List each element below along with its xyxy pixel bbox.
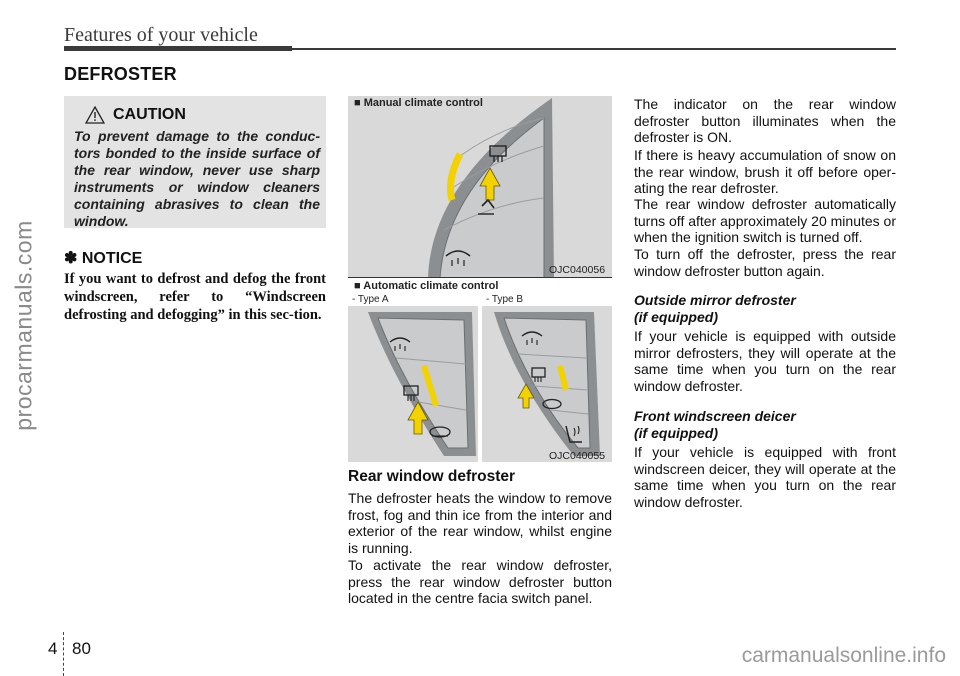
mirror-heading-line1: Outside mirror defroster	[634, 292, 796, 308]
deicer-heading-line1: Front windscreen deicer	[634, 408, 796, 424]
type-b-label: - Type B	[486, 294, 524, 305]
manual-climate-label: ■ Manual climate control	[354, 97, 483, 109]
caution-text: To prevent damage to the conduc-tors bonded to the inside surface of the rear window, never use sharp instruments or window cleaners containing abrasives to clean the window.	[74, 128, 320, 229]
rear-defroster-p1: The defroster heats the window to remove frost, fog and thin ice from the interior and exterior of the rear window, whilst engine is running.	[348, 490, 612, 556]
chapter-number: 4	[48, 639, 58, 658]
caution-header	[85, 106, 186, 124]
type-b-switch	[482, 306, 612, 462]
auto-off-paragraph: The rear window defroster automatically turns off after approximately 20 minutes or when the ignition switch is turned off.	[634, 196, 896, 245]
deicer-heading	[634, 408, 796, 441]
page-number: 80	[72, 639, 91, 658]
header-bar	[64, 46, 292, 51]
turn-off-paragraph: To turn off the defroster, press the rear window defroster button again.	[634, 246, 896, 279]
watermark-left: procarmanuals.com	[10, 220, 37, 431]
rear-defroster-heading: Rear window defroster	[348, 468, 516, 485]
deicer-text: If your vehicle is equipped with front windscreen deicer, they will operate at the same time when you turn on the rear window defroster.	[634, 444, 896, 510]
watermark-bottom: carmanualsonline.info	[741, 644, 946, 667]
type-a-switch	[348, 306, 478, 462]
manual-figure-code: OJC040056	[549, 264, 606, 276]
snow-paragraph: If there is heavy accumulation of snow on the rear window, brush it off before oper-ating the rear defroster.	[634, 147, 896, 196]
type-a-label: - Type A	[352, 294, 389, 305]
figure-divider	[348, 277, 612, 278]
deicer-heading-line2: (if equipped)	[634, 424, 718, 441]
auto-figure-code: OJC040055	[549, 450, 606, 462]
notice-title: ✽ NOTICE	[64, 250, 143, 267]
manual-climate-switch	[348, 96, 612, 278]
page-header-title: Features of your vehicle	[64, 24, 258, 46]
section-title: DEFROSTER	[64, 64, 177, 84]
header-rule	[292, 48, 896, 50]
notice-text: If you want to defrost and defog the front windscreen, refer to “Windscreen defrosting and defogging” in this sec-tion.	[64, 271, 326, 323]
auto-climate-label: ■ Automatic climate control	[354, 280, 499, 292]
warning-triangle-icon	[85, 106, 105, 124]
mirror-defroster-text: If your vehicle is equipped with outside mirror defrosters, they will operate at the same time when you turn on the rear window defroster.	[634, 328, 896, 394]
mirror-defroster-heading	[634, 292, 796, 325]
footer-divider	[63, 632, 64, 676]
indicator-paragraph: The indicator on the rear window defroster button illuminates when the defroster is ON.	[634, 96, 896, 145]
mirror-heading-line2: (if equipped)	[634, 308, 718, 325]
caution-title: CAUTION	[113, 106, 186, 123]
rear-defroster-p2: To activate the rear window defroster, press the rear window defroster button located in the centre facia switch panel.	[348, 557, 612, 606]
